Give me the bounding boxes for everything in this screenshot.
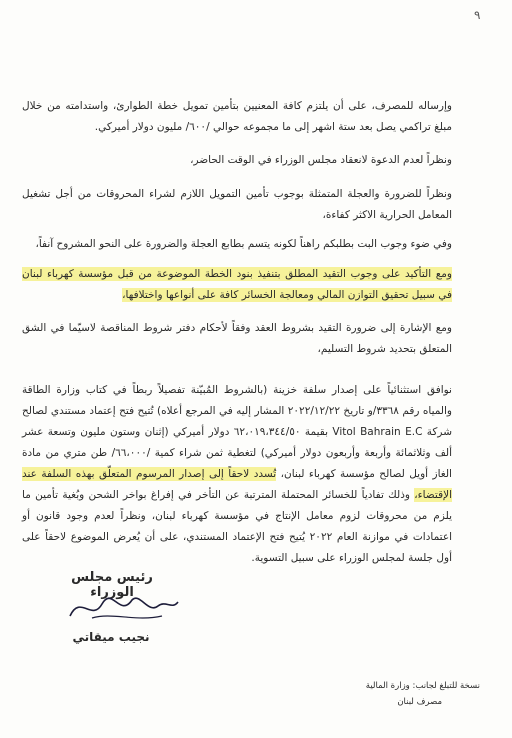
paragraph-6: ومع الإشارة إلى ضرورة التقيد بشروط العقد وفقاً لأحكام دفتر شروط المناقصة لاسيّما في الشق المتعلق بتحديد شروط التسليم، <box>22 322 452 355</box>
paragraph-5 <box>22 264 452 306</box>
handwritten-signature-icon <box>62 588 182 626</box>
paragraph-7-text-end: وذلك تفادياً للخسائر المحتملة المترتبة عن التأخر في إفراغ بواخر الشحن وبُغية تأمين ما يلزم من محروقات لزوم معامل الإنتاج في مؤسسة كهرباء لبنان، ونظراً لعدم وجود قانون أو اعتمادات في موازنة العام ٢٠٢٢ يُتيح فتح الإعتماد المستندي، على أن يُعرض الموضوع لاحقاً على أول جلسة لمجلس الوزراء على سبيل التسوية. <box>22 489 453 564</box>
highlighted-text: تُسدد لاحقاً إلى إصدار المرسوم المتعلّق بهذه السلفة عند الإقتضاء، <box>22 468 452 501</box>
paragraph-7-text-start: نوافق استثنائياً على إصدار سلفة خزينة (بالشروط المُبيّنة تفصيلاً ربطاً في كتاب وزارة الطاقة والمياه رقم ٣٣٦٨/و تاريخ ٢٠٢٢/١٢/٢٢ المشار إليه في المرجع أعلاه) تُتيح فتح إعتماد مستندي لصالح شركة Vitol Bahrain E.C بقيمة ٦٢،٠١٩،٣٤٤/٥٠ دولار أميركي (إثنان وستون مليون وتسعة عشر ألف وثلاثمائة وأربعة وأربعون دولار أميركي) لتغطية ثمن شراء كمية /٦٦،٠٠٠/ طن متري من مادة الغاز أويل لصالح مؤسسة كهرباء لبنان، <box>22 384 453 480</box>
page-number: ٩ <box>474 8 481 22</box>
paragraph-4: وفي ضوء وجوب البت بطلبكم راهناً لكونه يتسم بطابع العجلة والضرورة على النحو المشروح آنفاً، <box>35 238 452 250</box>
paragraph-2: ونظراً لعدم الدعوة لانعقاد مجلس الوزراء في الوقت الحاضر، <box>190 154 452 166</box>
signatory-title: رئيس مجلس الوزراء <box>71 570 153 600</box>
paragraph-1: وإرساله للمصرف، على أن يلتزم كافة المعنيين بتأمين تمويل خطة الطوارئ، واستدامته من خلال مبلغ تراكمي يصل بعد ستة اشهر إلى ما مجموعه حوالي /٦٠٠/ مليون دولار أميركي. <box>22 100 452 133</box>
copies-recipient: مصرف لبنان <box>397 697 442 707</box>
highlighted-text: ومع التأكيد على وجوب التقيد المطلق بتنفيذ بنود الخطة الموضوعة من قبل مؤسسة كهرباء لبنان في سبيل تحقيق التوازن المالي ومعالجة الخسائر كافة على أنواعها واختلافها، <box>22 268 452 301</box>
paragraph-3: ونظراً للضرورة والعجلة المتمثلة بوجوب تأمين التمويل اللازم لشراء المحروقات من أجل تشغيل المعامل الحرارية الاكثر كفاءة، <box>22 188 452 221</box>
paragraph-7 <box>22 380 452 569</box>
signatory-name: نجيب ميقاتي <box>72 630 150 644</box>
copies-heading: نسخة للتبلغ لجانب: وزارة المالية <box>365 681 480 691</box>
